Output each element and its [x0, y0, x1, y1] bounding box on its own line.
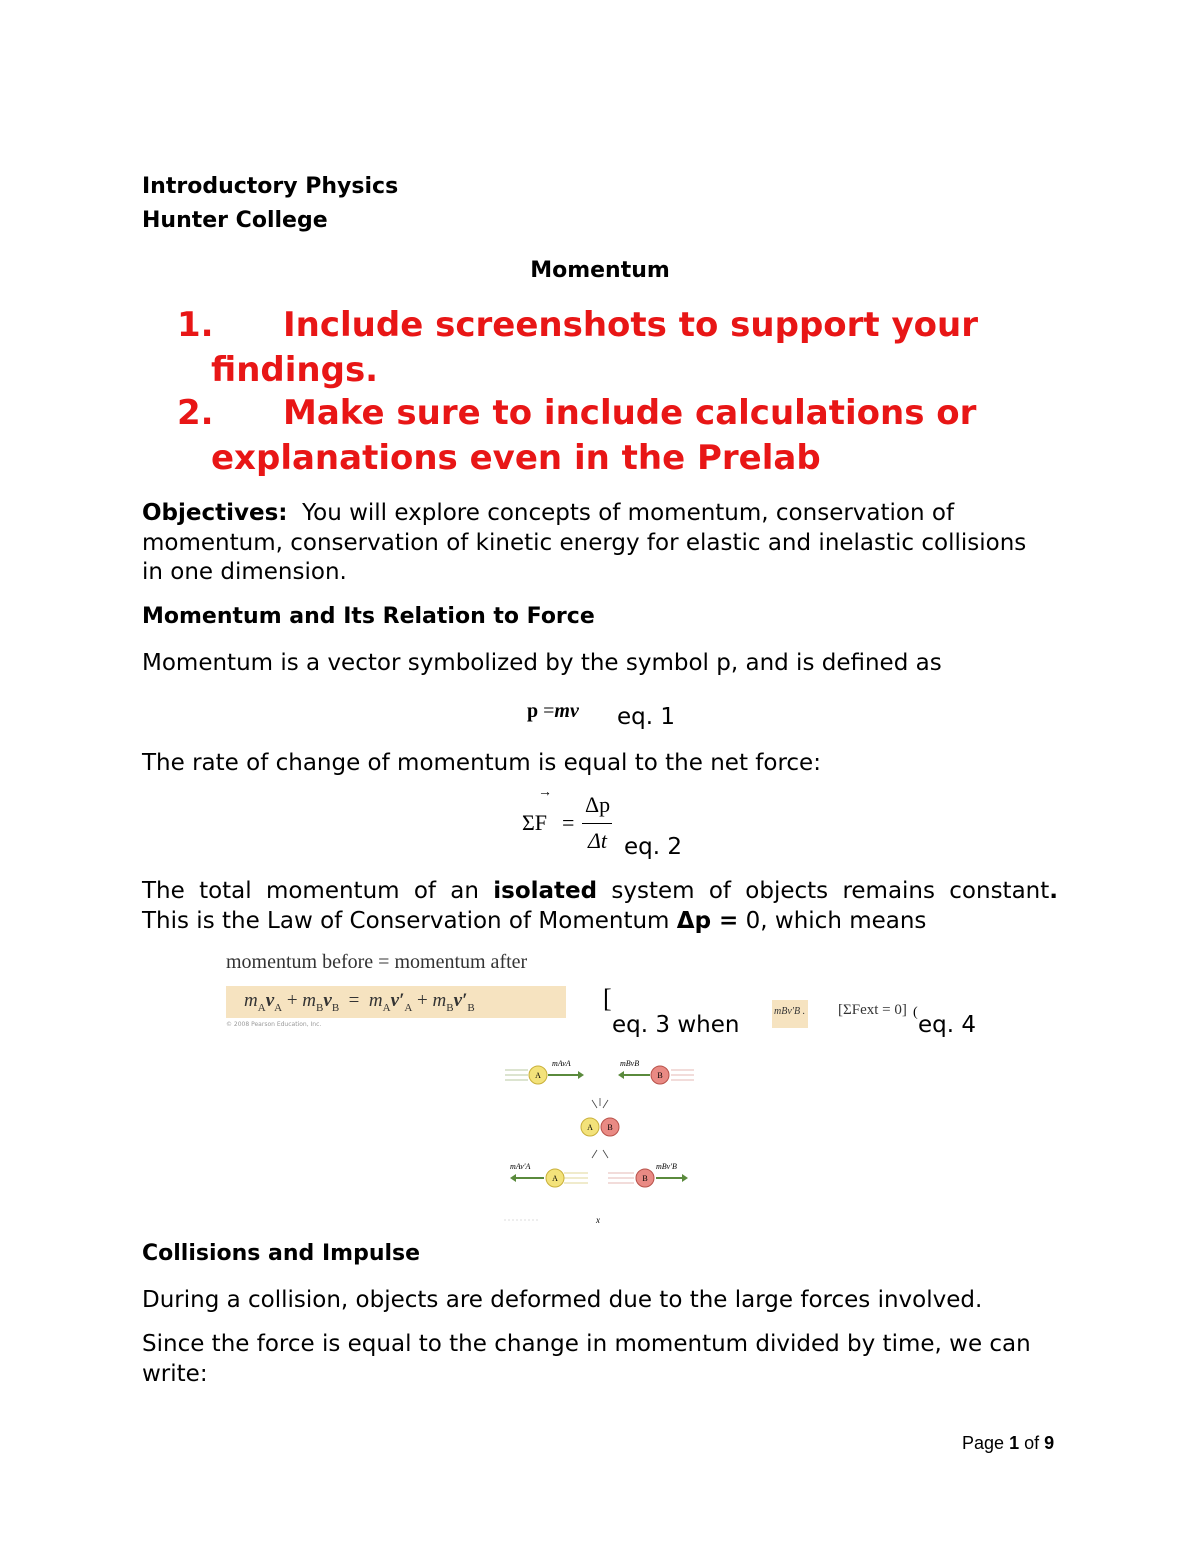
figure-caption: momentum before = momentum after	[226, 951, 528, 973]
force-paragraph-line-2: write:	[142, 1361, 208, 1387]
instruction-2-line1: Make sure to include calculations or	[283, 393, 977, 433]
eq1-equals: =	[543, 700, 555, 722]
motion-lines-a-bottom	[564, 1173, 588, 1183]
eq-mA2: m	[368, 990, 383, 1011]
ball-a-collision-label: A	[587, 1123, 593, 1132]
eq4-paren: (	[913, 1005, 918, 1020]
rate-of-change-text: The rate of change of momentum is equal to the net force:	[142, 750, 821, 776]
section-heading-momentum-force: Momentum and Its Relation to Force	[142, 604, 595, 629]
figure-copyright: © 2008 Pearson Education, Inc.	[226, 1021, 322, 1028]
collision-diagram	[500, 1050, 710, 1230]
eq-sub-A3: A	[382, 1001, 391, 1014]
eq2-equals: =	[562, 810, 575, 835]
eq-sub-B3: B	[446, 1001, 454, 1014]
eq2-numerator: Δp	[585, 792, 611, 817]
eq4-label: eq. 4	[918, 1012, 977, 1038]
eq-equals: =	[348, 990, 360, 1011]
arrowhead-a-after	[510, 1174, 516, 1182]
iso-period: .	[1049, 878, 1059, 904]
eq2-lhs: ΣF	[522, 810, 548, 835]
eq-mA: m	[244, 990, 258, 1011]
objectives-line-2: momentum, conservation of kinetic energy for elastic and inelastic collisions	[142, 530, 1027, 556]
instruction-1-number: 1.	[177, 305, 214, 345]
objectives-label: Objectives:	[142, 500, 288, 526]
iso-pre: The total momentum of an	[142, 878, 479, 904]
eq2-label: eq. 2	[624, 834, 683, 860]
motion-lines-b-bottom	[608, 1173, 634, 1183]
axis-label-x: x	[596, 1215, 600, 1225]
ball-b-collision-label: B	[607, 1123, 613, 1132]
page-title: Momentum	[530, 258, 670, 283]
page-word: Page	[962, 1433, 1005, 1453]
instruction-2-number: 2.	[177, 393, 214, 433]
eq-vA: v	[265, 990, 275, 1011]
label-top-a: mAvA	[552, 1059, 571, 1068]
law-post: 0, which means	[745, 908, 927, 934]
law-delta-p: Δp =	[676, 908, 739, 934]
label-bottom-a: mAv′A	[510, 1162, 531, 1171]
conservation-law-line	[142, 908, 926, 934]
instruction-1-line1: Include screenshots to support your	[283, 305, 978, 345]
small-term: mBv′B .	[774, 1006, 806, 1017]
eq-vBp: v′	[453, 990, 468, 1011]
eq-sub-B2: B	[331, 1001, 340, 1014]
momentum-definition-text: Momentum is a vector symbolized by the symbol p, and is defined as	[142, 650, 942, 676]
isolated-system-justified	[142, 878, 1058, 904]
page-indicator	[962, 1433, 1054, 1454]
motion-lines-b-top	[671, 1070, 694, 1080]
instruction-2-line2: explanations even in the Prelab	[211, 438, 821, 478]
college-name: Hunter College	[142, 208, 328, 233]
objectives-text-1: You will explore concepts of momentum, conservation of	[302, 500, 955, 526]
eq-mB: m	[302, 990, 317, 1011]
arrowhead-b-after	[682, 1174, 688, 1182]
ball-a-before-label: A	[535, 1071, 541, 1080]
ball-b-before-label: B	[657, 1071, 663, 1080]
objectives-line-1	[142, 500, 954, 526]
eq-sub-A2: A	[274, 1001, 283, 1014]
course-name: Introductory Physics	[142, 174, 399, 199]
eq1-lhs: p	[527, 700, 539, 722]
eq1-rhs: mv	[554, 700, 579, 722]
eq-vB: v	[323, 990, 332, 1011]
law-pre: This is the Law of Conservation of Momentum	[142, 908, 670, 934]
eq2-denominator: Δt	[588, 828, 608, 853]
arrowhead-a-before	[578, 1071, 584, 1079]
eq-plus1: +	[286, 990, 298, 1011]
page-of-word: of	[1024, 1433, 1040, 1453]
label-top-b: mBvB	[620, 1059, 640, 1068]
force-paragraph-line-1: Since the force is equal to the change in momentum divided by time, we can	[142, 1331, 1031, 1357]
ball-a-after-label: A	[552, 1174, 558, 1183]
eq-sub-A1: A	[257, 1001, 266, 1014]
page-current: 1	[1009, 1433, 1020, 1453]
equation-1	[527, 700, 579, 723]
eq-plus2: +	[417, 990, 428, 1011]
page-total: 9	[1044, 1433, 1055, 1453]
conservation-equation	[244, 990, 475, 1014]
ball-b-after-label: B	[642, 1174, 648, 1183]
eq3-bracket: [	[603, 984, 612, 1013]
iso-post: system of objects remains constant	[611, 878, 1050, 904]
arrowhead-b-before	[618, 1071, 624, 1079]
force-condition: [ΣFext = 0]	[838, 1002, 907, 1018]
label-bottom-b: mBv′B	[656, 1162, 677, 1171]
eq-vAp: v′	[390, 990, 405, 1011]
eq3-label: eq. 3 when	[612, 1012, 740, 1038]
eq-mB2: m	[432, 990, 447, 1011]
objectives-line-3: in one dimension.	[142, 559, 347, 585]
eq-sub-B1: B	[316, 1001, 324, 1014]
collision-paragraph: During a collision, objects are deformed due to the large forces involved.	[142, 1287, 983, 1313]
eq2-vector-arrow: →	[538, 785, 552, 800]
eq1-label: eq. 1	[617, 704, 676, 730]
isolated-word: isolated	[493, 878, 598, 904]
eq-sub-A4: A	[404, 1001, 413, 1014]
instruction-1-line2: findings.	[211, 350, 379, 390]
isolated-system-line	[142, 878, 1058, 904]
motion-lines-a-top	[505, 1070, 528, 1080]
eq2-fraction-bar	[582, 823, 612, 824]
section-heading-collisions: Collisions and Impulse	[142, 1241, 421, 1266]
eq-sub-B4: B	[467, 1001, 475, 1014]
